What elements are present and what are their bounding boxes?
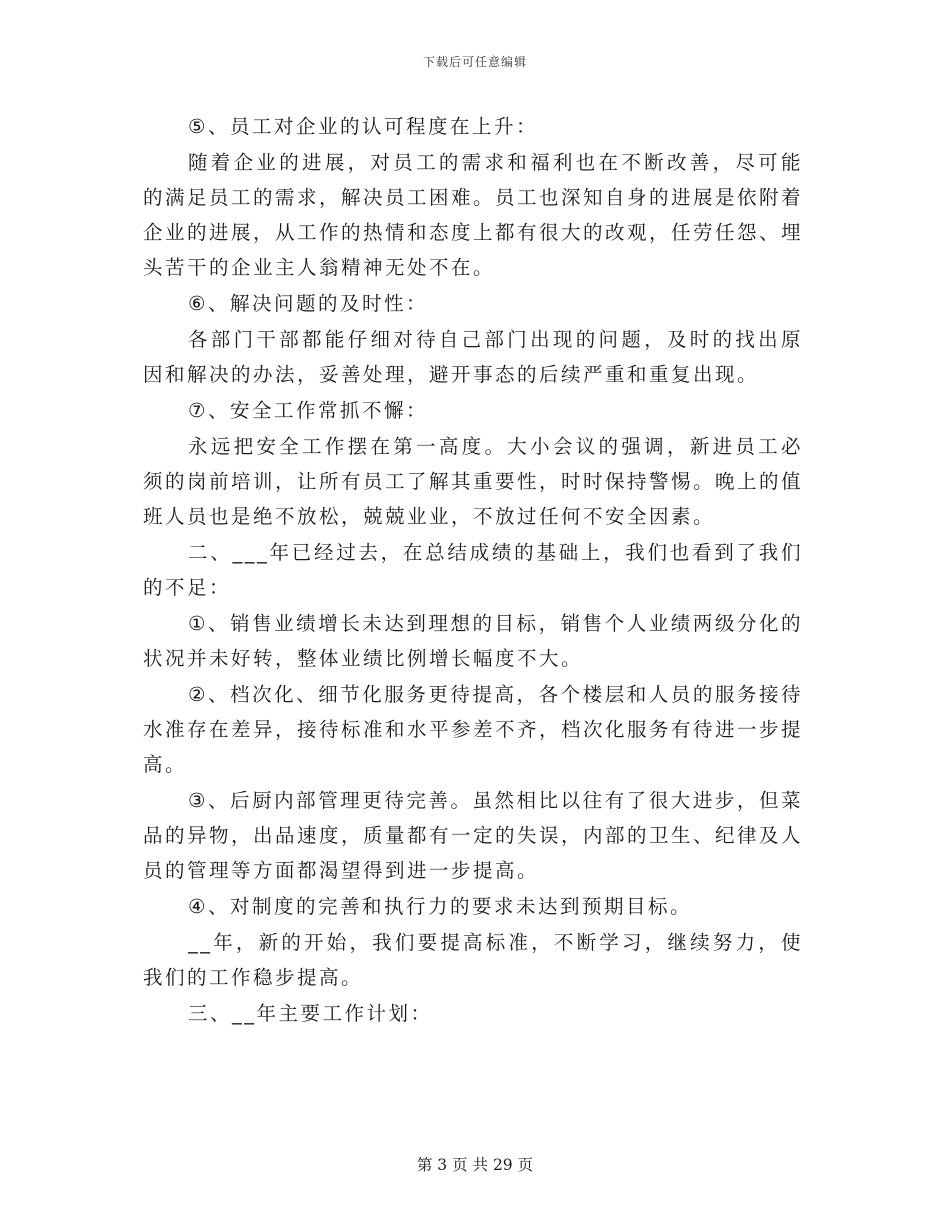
paragraph: 永远把安全工作摆在第一高度。大小会议的强调，新进员工必须的岗前培训，让所有员工了解其重要性，时时保持警惕。晚上的值班人员也是绝不放松，兢兢业业，不放过任何不安全因素。	[143, 435, 804, 528]
paragraph: __年，新的开始，我们要提高标准，不断学习，继续努力，使我们的工作稳步提高。	[143, 931, 803, 989]
page-number: 第 3 页 共 29 页	[416, 1156, 534, 1174]
paragraph: ③、后厨内部管理更待完善。虽然相比以往有了很大进步，但菜品的异物，出品速度，质量都有一定的失误，内部的卫生、纪律及人员的管理等方面都渴望得到进一步提高。	[143, 789, 804, 882]
paragraph: 随着企业的进展，对员工的需求和福利也在不断改善，尽可能的满足员工的需求，解决员工困难。员工也深知自身的进展是依附着企业的进展，从工作的热情和态度上都有很大的改观，任劳任怨、埋头苦干的企业主人翁精神无处不在。	[143, 151, 804, 279]
paragraph: ①、销售业绩增长未达到理想的目标，销售个人业绩两级分化的状况并未好转，整体业绩比例增长幅度不大。	[143, 612, 803, 670]
paragraph: ⑤、员工对企业的认可程度在上升：	[188, 115, 538, 138]
paragraph: 三、__年主要工作计划：	[188, 1002, 433, 1025]
document-body	[143, 109, 803, 1032]
paragraph: ⑦、安全工作常抓不懈：	[188, 399, 428, 422]
paragraph: ⑥、解决问题的及时性：	[188, 292, 428, 315]
paragraph: 各部门干部都能仔细对待自己部门出现的问题，及时的找出原因和解决的办法，妥善处理，避开事态的后续严重和重复出现。	[143, 328, 803, 386]
paragraph: 二、___年已经过去，在总结成绩的基础上，我们也看到了我们的不足：	[143, 541, 803, 599]
paragraph: ④、对制度的完善和执行力的要求未达到预期目标。	[188, 895, 692, 918]
paragraph: ②、档次化、细节化服务更待提高，各个楼层和人员的服务接待水准存在差异，接待标准和水平参差不齐，档次化服务有待进一步提高。	[143, 683, 804, 776]
header-note: 下载后可任意编辑	[422, 55, 527, 69]
